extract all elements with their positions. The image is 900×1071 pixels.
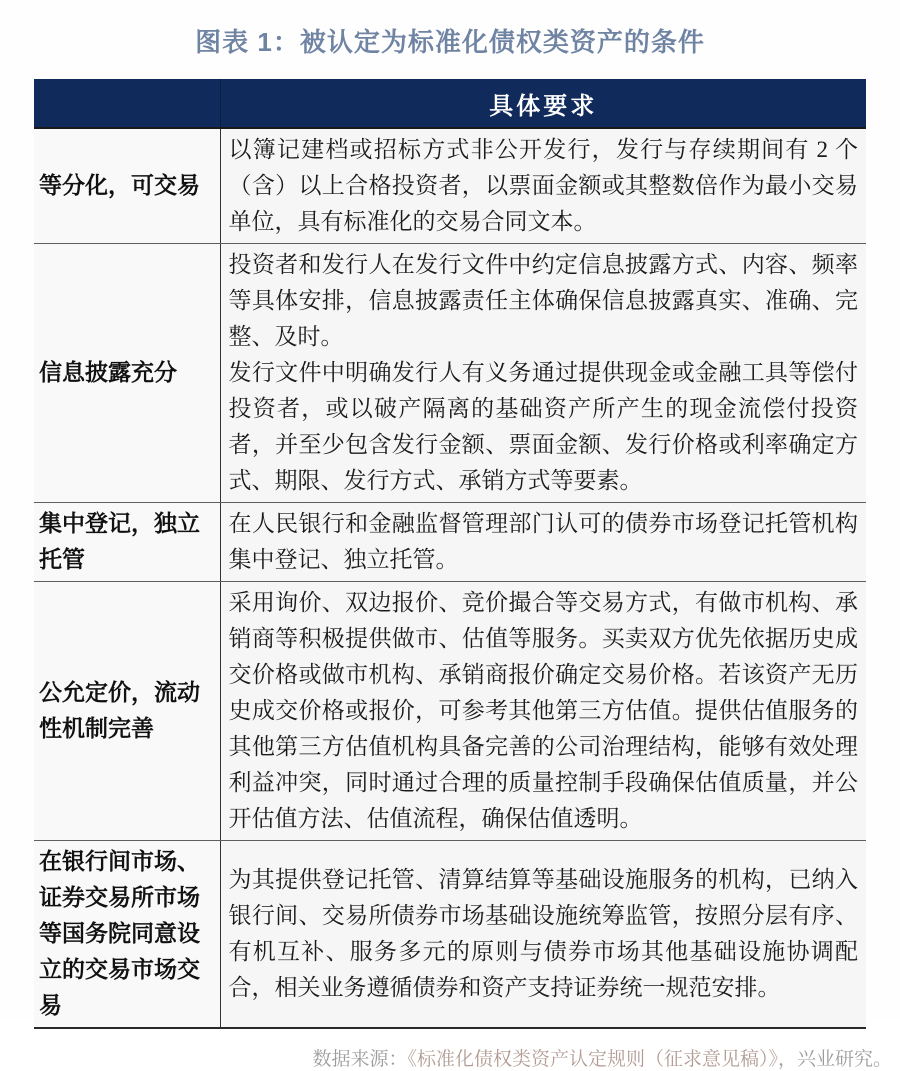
- condition-label: 信息披露充分: [34, 244, 220, 503]
- requirement-paragraph: 为其提供登记托管、清算结算等基础设施服务的机构，已纳入银行间、交易所债券市场基础设施统筹监管，按照分层有序、有机互补、服务多元的原则与债券市场其他基础设施协调配合，相关业务遵循债券和资产支持证券统一规范安排。: [228, 867, 858, 1000]
- requirement-cell: [220, 582, 866, 841]
- source-suffix: ，兴业研究。: [777, 1049, 892, 1070]
- table-row: [34, 582, 866, 841]
- table-row: [34, 841, 866, 1029]
- condition-label: 等分化，可交易: [34, 128, 220, 244]
- requirement-cell: [220, 244, 866, 503]
- condition-label: 集中登记，独立托管: [34, 503, 220, 582]
- table-row: [34, 503, 866, 582]
- requirement-paragraph: 投资者和发行人在发行文件中约定信息披露方式、内容、频率等具体安排，信息披露责任主体确保信息披露真实、准确、完整、及时。: [228, 252, 858, 349]
- requirement-paragraph: 在人民银行和金融监督管理部门认可的债券市场登记托管机构集中登记、独立托管。: [228, 511, 858, 572]
- source-prefix: 数据来源：: [312, 1049, 408, 1070]
- table-row: [34, 128, 866, 244]
- header-cell-condition: [34, 79, 220, 128]
- conditions-table: [34, 79, 866, 1029]
- requirement-paragraph: 发行文件中明确发行人有义务通过提供现金或金融工具等偿付投资者，或以破产隔离的基础资产所产生的现金流偿付投资者，并至少包含发行金额、票面金额、发行价格或利率确定方式、期限、发行方式、承销方式等要素。: [228, 360, 858, 493]
- condition-label: 在银行间市场、证券交易所市场等国务院同意设立的交易市场交易: [34, 841, 220, 1029]
- table-header-row: [34, 79, 866, 128]
- condition-label: 公允定价，流动性机制完善: [34, 582, 220, 841]
- table-row: [34, 244, 866, 503]
- table-body: [34, 128, 866, 1028]
- requirement-paragraph: 采用询价、双边报价、竞价撮合等交易方式，有做市机构、承销商等积极提供做市、估值等服务。买卖双方优先依据历史成交价格或做市机构、承销商报价确定交易价格。若该资产无历史成交价格或报价，可参考其他第三方估值。提供估值服务的其他第三方估值机构具备完善的公司治理结构，能够有效处理利益冲突，同时通过合理的质量控制手段确保估值质量，并公开估值方法、估值流程，确保估值透明。: [228, 590, 858, 831]
- source-document-title: 《标准化债权类资产认定规则（征求意见稿）》: [407, 1049, 778, 1070]
- requirement-cell: [220, 128, 866, 244]
- data-source-note: [8, 1044, 892, 1071]
- requirement-cell: [220, 841, 866, 1029]
- header-cell-requirements: 具体要求: [220, 79, 866, 128]
- requirement-cell: [220, 503, 866, 582]
- requirement-paragraph: 以簿记建档或招标方式非公开发行，发行与存续期间有 2 个（含）以上合格投资者，以票面金额或其整数倍作为最小交易单位，具有标准化的交易合同文本。: [228, 137, 858, 234]
- figure-title: 图表 1：被认定为标准化债权类资产的条件: [195, 27, 705, 57]
